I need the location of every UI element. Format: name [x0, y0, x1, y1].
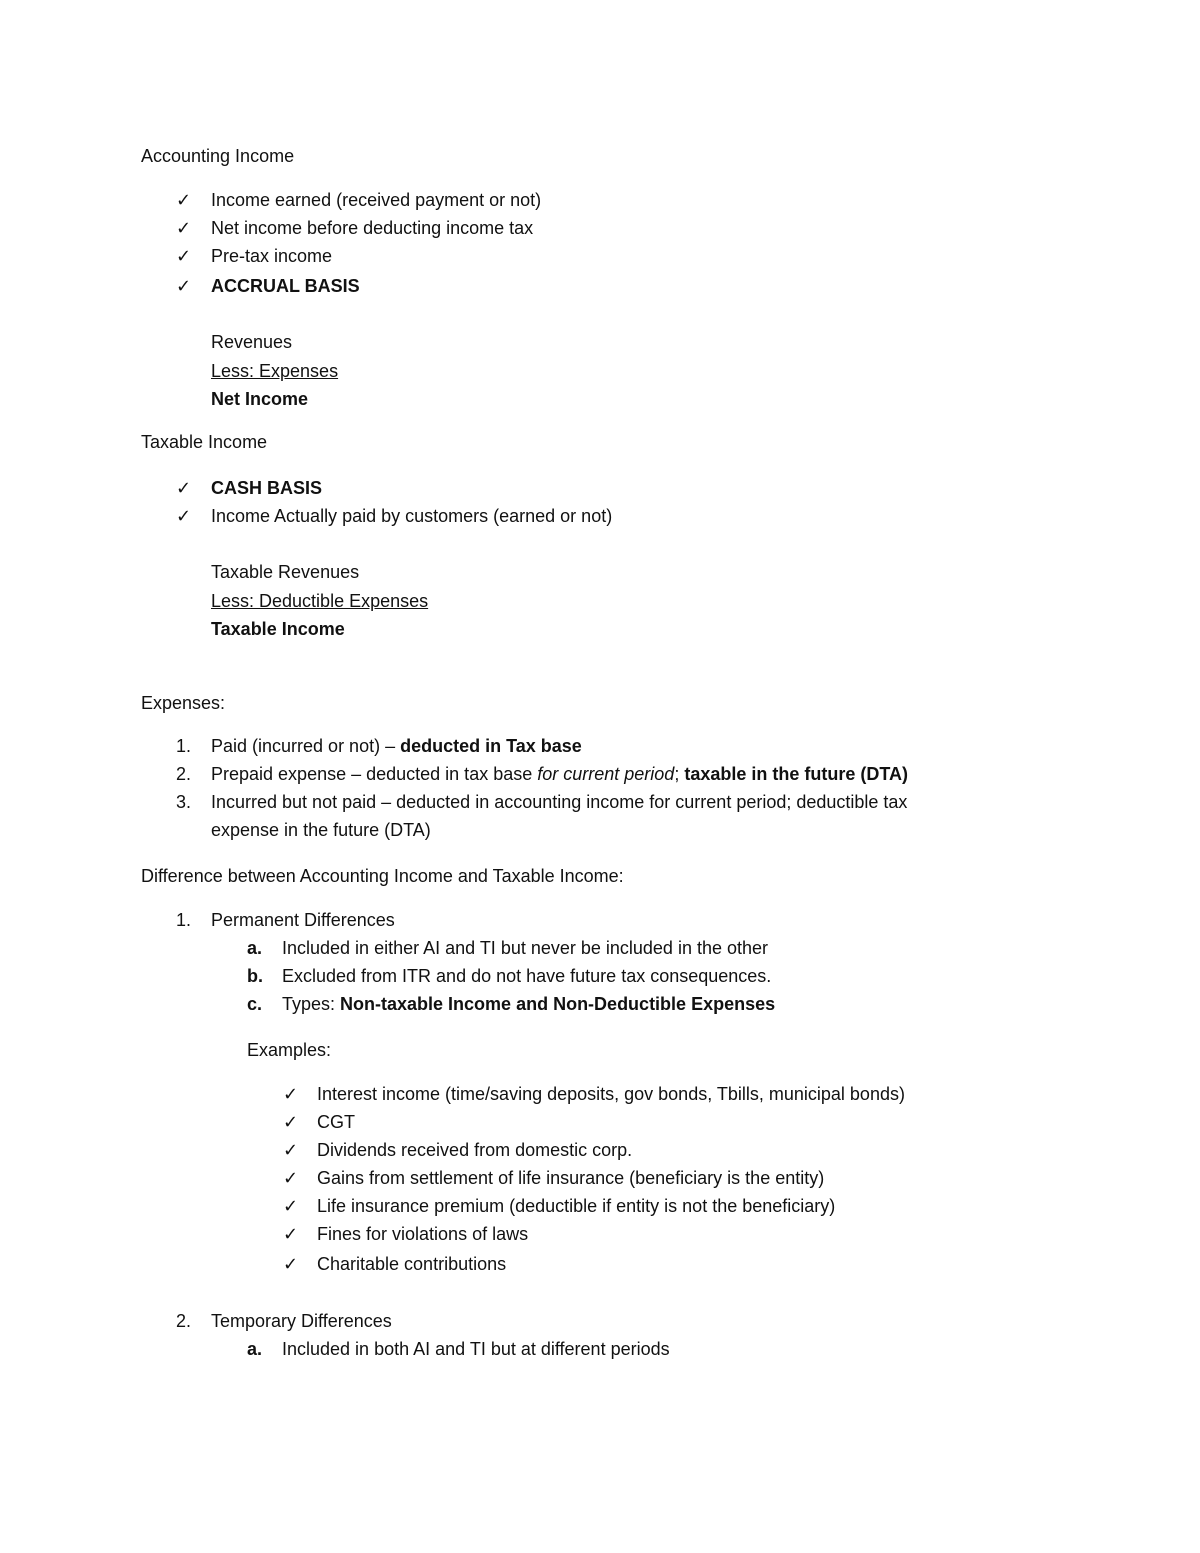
- list-number: 1.: [176, 910, 192, 930]
- computation-taxable-revenues: Taxable Revenues: [211, 562, 360, 582]
- check-icon: ✓: [283, 1254, 299, 1274]
- check-icon: ✓: [283, 1140, 299, 1160]
- list-item: Prepaid expense – deducted in tax base for current period; taxable in the future (DTA): [211, 764, 909, 784]
- computation-revenues: Revenues: [211, 332, 293, 352]
- computation-net-income: Net Income: [211, 389, 309, 409]
- sub-item: Included in both AI and TI but at different periods: [282, 1339, 670, 1359]
- sub-letter: c.: [247, 994, 263, 1014]
- list-item: Incurred but not paid – deducted in accounting income for current period; deductible tax: [211, 792, 908, 812]
- sub-item: Included in either AI and TI but never be included in the other: [282, 938, 768, 958]
- computation-less-expenses: Less: Expenses: [211, 361, 339, 381]
- bullet-text: Net income before deducting income tax: [211, 218, 534, 238]
- list-number: 3.: [176, 792, 192, 812]
- sub-letter: b.: [247, 966, 263, 986]
- check-icon: ✓: [283, 1084, 299, 1104]
- bullet-text: ACCRUAL BASIS: [211, 276, 360, 296]
- heading-accounting-income: Accounting Income: [141, 146, 295, 166]
- sub-item: Excluded from ITR and do not have future tax consequences.: [282, 966, 772, 986]
- example-item: Interest income (time/saving deposits, gov bonds, Tbills, municipal bonds): [317, 1084, 905, 1104]
- computation-less-deductible: Less: Deductible Expenses: [211, 591, 429, 611]
- heading-taxable-income: Taxable Income: [141, 432, 268, 452]
- check-icon: ✓: [176, 506, 192, 526]
- check-icon: ✓: [176, 478, 192, 498]
- bullet-text: Income earned (received payment or not): [211, 190, 542, 210]
- heading-difference: Difference between Accounting Income and Taxable Income:: [141, 866, 624, 886]
- examples-label: Examples:: [247, 1040, 332, 1060]
- example-item: Gains from settlement of life insurance (beneficiary is the entity): [317, 1168, 825, 1188]
- list-item: Paid (incurred or not) – deducted in Tax base: [211, 736, 582, 756]
- permanent-differences-title: Permanent Differences: [211, 910, 395, 930]
- check-icon: ✓: [176, 246, 192, 266]
- sub-letter: a.: [247, 1339, 263, 1359]
- check-icon: ✓: [283, 1168, 299, 1188]
- check-icon: ✓: [176, 218, 192, 238]
- heading-expenses: Expenses:: [141, 693, 226, 713]
- example-item: Dividends received from domestic corp.: [317, 1140, 633, 1160]
- check-icon: ✓: [283, 1112, 299, 1132]
- example-item: Charitable contributions: [317, 1254, 507, 1274]
- example-item: Life insurance premium (deductible if entity is not the beneficiary): [317, 1196, 836, 1216]
- bullet-text: Income Actually paid by customers (earned or not): [211, 506, 613, 526]
- check-icon: ✓: [176, 276, 192, 296]
- list-number: 2.: [176, 1311, 192, 1331]
- check-icon: ✓: [283, 1196, 299, 1216]
- computation-taxable-income: Taxable Income: [211, 619, 345, 639]
- bullet-text: Pre-tax income: [211, 246, 333, 266]
- list-number: 2.: [176, 764, 192, 784]
- sub-letter: a.: [247, 938, 263, 958]
- list-number: 1.: [176, 736, 192, 756]
- temporary-differences-title: Temporary Differences: [211, 1311, 392, 1331]
- sub-item: Types: Non-taxable Income and Non-Deductible Expenses: [282, 994, 776, 1014]
- bullet-text: CASH BASIS: [211, 478, 323, 498]
- example-item: Fines for violations of laws: [317, 1224, 529, 1244]
- check-icon: ✓: [283, 1224, 299, 1244]
- example-item: CGT: [317, 1112, 355, 1132]
- list-item-continuation: expense in the future (DTA): [211, 820, 431, 840]
- check-icon: ✓: [176, 190, 192, 210]
